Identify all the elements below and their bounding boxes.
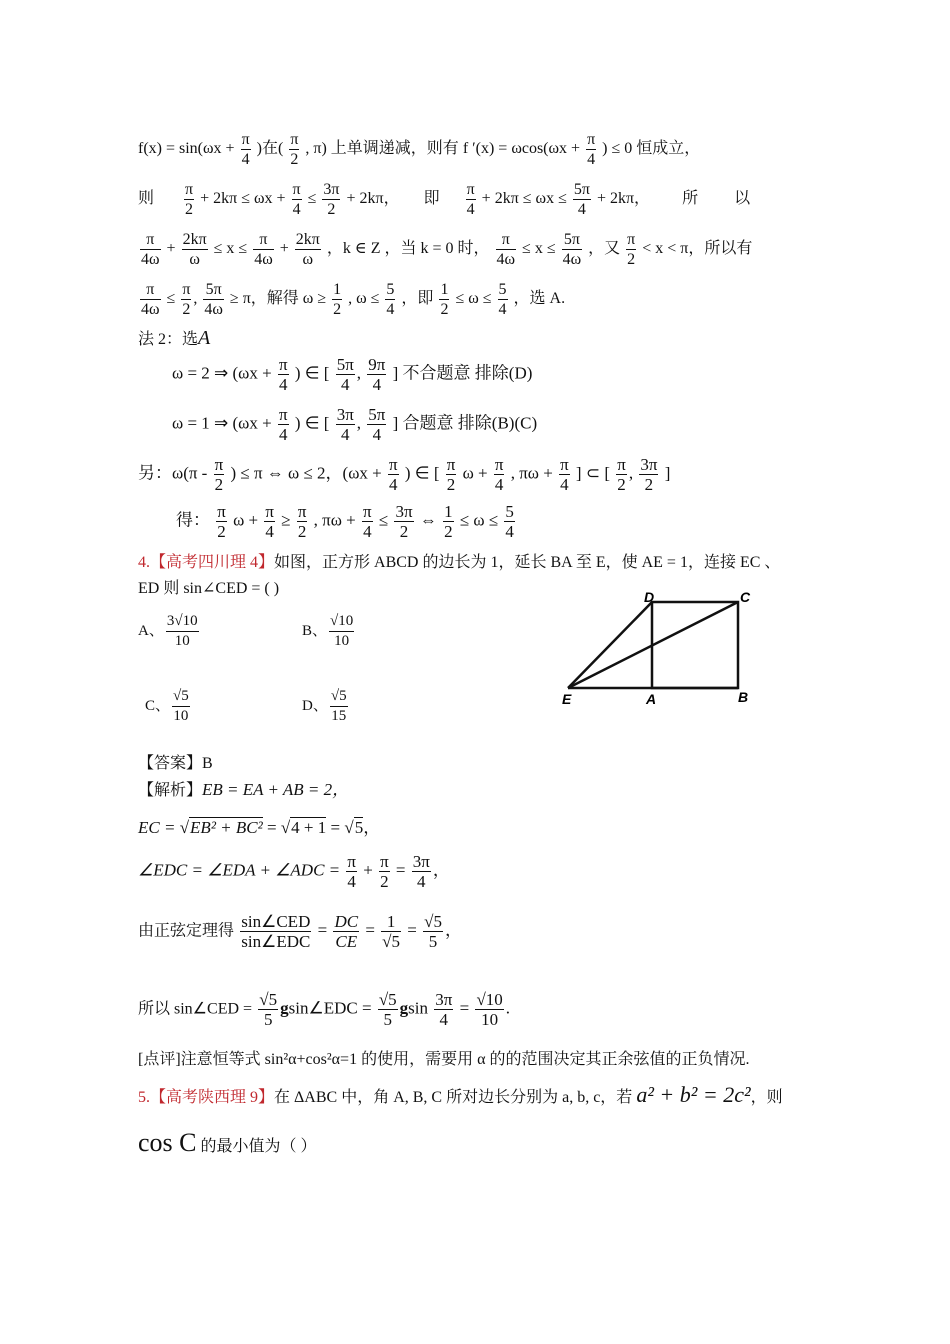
line-2: 则 $\frac{\pi}{2}$ + 2kπ ≤ ωx + $\frac{\pi}{4}$ ≤ $\frac{3\pi}{2}$ + 2kπ， 即 $\frac{\pi}{4}$ + 2kπ ≤ ωx ≤ $\frac{5\pi}{4}$ + 2kπ， 所 以 <box>138 181 751 218</box>
question-5-line-2: cos C 的最小值为（ ） <box>138 1128 317 1157</box>
solution-step-3: ∠EDC = ∠EDA + ∠ADC = $\frac{\pi}{4}$ + $\frac{\pi}{2}$ = $\frac{3\pi}{4}$ ， <box>138 852 450 891</box>
square-abcd <box>652 602 738 688</box>
option-d: D、 $\frac{√5}{15}$ <box>302 688 347 724</box>
answer: 【答案】B <box>138 755 213 772</box>
option-a: A、 $\frac{3√10}{10}$ <box>138 613 198 649</box>
line-5: ω = 2 ⇒ (ωx + $\frac{\pi}{4}$ ) ∈ [ $\frac{5\pi}{4}$ , $\frac{9\pi}{4}$ ] 不合题意 排除(D) <box>172 355 533 394</box>
line-1: f(x) = sin(ωx + $\frac{\pi}{4}$ )在( $\frac{\pi}{2}$ , π) 上单调递减，则有 f ′(x) = ωcos(ωx + $\frac{\pi}{4}$ ) ≤ 0 恒成立， <box>138 131 701 168</box>
question-source: 【高考四川理 4】 <box>150 554 275 571</box>
label-b: B <box>738 689 749 705</box>
solution-step-2: EC = √EB² + BC² = √4 + 1 = √5， <box>138 818 381 837</box>
question-4-line-2: ED 则 sin∠CED = ( ) <box>138 580 280 597</box>
method-2-label: 法 2：选A <box>138 327 211 349</box>
label-e: E <box>562 691 572 707</box>
line-6: ω = 1 ⇒ (ωx + $\frac{\pi}{4}$ ) ∈ [ $\frac{3\pi}{4}$ , $\frac{5\pi}{4}$ ] 合题意 排除(B)(C) <box>172 405 538 444</box>
question-number: 4. <box>138 554 150 571</box>
square-figure <box>560 590 760 710</box>
label-c: C <box>740 590 751 605</box>
label-d: D <box>644 590 655 605</box>
comment-note: [点评]注意恒等式 sin²α+cos²α=1 的使用，需要用 α 的的范围决定其正余弦值的正负情况. <box>138 1051 750 1068</box>
solution-step-4: 由正弦定理得 $\frac{\text{sin∠CED}}{\text{sin∠EDC}}$ = $\frac{DC}{CE}$ = $\frac{1}{√5}$ = $\frac{√5}{5}$ ， <box>138 912 462 951</box>
question-5-line-1: 5.【高考陕西理 9】在 ΔABC 中，角 A, B, C 所对边长分别为 a, b, c，若 a² + b² = 2c²，则 <box>138 1082 783 1107</box>
solution-step-1: 【解析】EB = EA + AB = 2， <box>138 780 350 799</box>
line-4: $\frac{\pi}{4\omega}$ ≤ $\frac{\pi}{2}$ , $\frac{5\pi}{4\omega}$ ≥ π，解得 ω ≥ $\frac{1}{2}$ , ω ≤ $\frac{5}{4}$ ，即 $\frac{1}{2}$ ≤ ω ≤ $\frac{5}{4}$ ，选 A. <box>141 281 566 318</box>
solution-step-5: 所以 sin∠CED = $\frac{√5}{5}$ gsin∠EDC = $\frac{√5}{5}$ gsin $\frac{3\pi}{4}$ = $\frac{√10}{10}$ . <box>138 990 511 1029</box>
line-8: 得： $\frac{\pi}{2}$ ω + $\frac{\pi}{4}$ ≥ $\frac{\pi}{2}$ , πω + $\frac{\pi}{4}$ ≤ $\frac{3\pi}{2}$ ⇔ $\frac{1}{2}$ ≤ ω ≤ $\frac{5}{4}$ <box>176 502 514 541</box>
line-3: $\frac{\pi}{4\omega}$ + $\frac{2k\pi}{\omega}$ ≤ x ≤ $\frac{\pi}{4\omega}$ + $\frac{2k\pi}{\omega}$ ，k ∈ Z ，当 k = 0 时， $\frac{\pi}{4\omega}$ ≤ x ≤ $\frac{5\pi}{4\omega}$ ，又 $\frac{\pi}{2}$ < x < π，所以有 <box>141 231 753 268</box>
line-ed <box>568 602 652 688</box>
line-7: 另：ω(π - $\frac{\pi}{2}$ ) ≤ π ⇔ ω ≤ 2，(ωx + $\frac{\pi}{4}$ ) ∈ [ $\frac{\pi}{2}$ ω + $\frac{\pi}{4}$ , πω + $\frac{\pi}{4}$ ] ⊂ [ $\frac{\pi}{2}$ , $\frac{3\pi}{2}$ ] <box>138 455 671 494</box>
question-4-line-1: 4.【高考四川理 4】如图，正方形 ABCD 的边长为 1，延长 BA 至 E，使 AE = 1，连接 EC 、 <box>138 554 781 571</box>
option-b: B、 $\frac{√10}{10}$ <box>302 613 354 649</box>
option-c: C、 $\frac{√5}{10}$ <box>145 688 189 724</box>
label-a: A <box>646 691 657 707</box>
